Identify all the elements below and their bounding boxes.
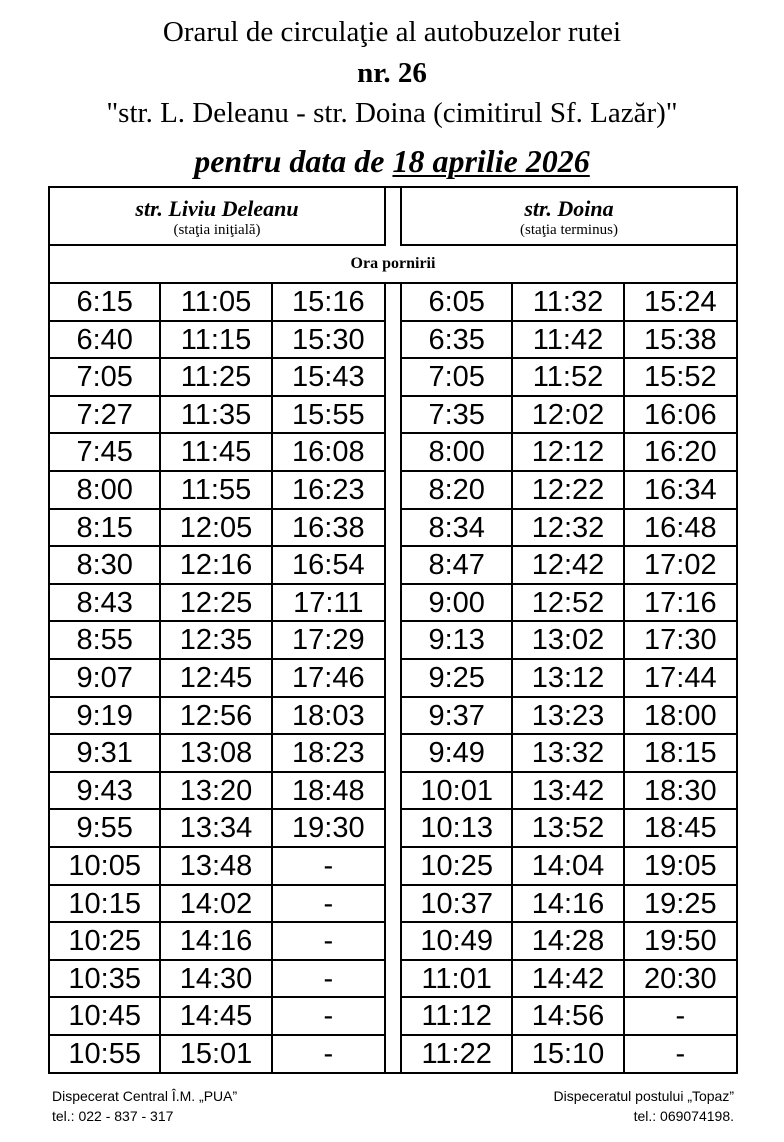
right-departure-time: 9:00 [402,585,513,621]
left-departure-row [50,810,384,848]
left-departure-time: 14:30 [161,961,272,997]
right-departure-row [402,284,736,322]
left-departure-time: 11:45 [161,434,272,470]
left-departure-time: 12:16 [161,547,272,583]
left-departure-time: 12:05 [161,510,272,546]
left-departure-time: 9:19 [50,698,161,734]
right-departure-time: 18:15 [644,737,717,770]
right-departure-time: 12:32 [513,510,624,546]
left-departure-row [50,886,384,924]
left-departures-grid [50,284,384,1073]
left-departure-row [50,961,384,999]
left-departure-time: 14:16 [161,923,272,959]
right-departure-time: 12:12 [513,434,624,470]
right-departure-row [402,923,736,961]
right-departure-time: 14:04 [513,848,624,884]
right-departure-row [402,359,736,397]
left-departure-row [50,284,384,322]
right-departure-time: 17:30 [644,624,717,657]
departure-time-label: Ora pornirii [50,246,736,284]
right-departure-time: 7:05 [402,359,513,395]
right-departure-row [402,961,736,999]
left-departure-time: 8:55 [50,622,161,658]
left-departure-time: 9:31 [50,735,161,771]
right-departure-time: 18:30 [644,774,717,807]
right-departure-time: 11:12 [402,998,513,1034]
left-departure-time: 14:45 [161,998,272,1034]
right-departure-row [402,810,736,848]
left-departure-time: 15:55 [292,398,365,431]
right-departure-time: 12:42 [513,547,624,583]
left-departure-row [50,585,384,623]
right-departure-time: 12:52 [513,585,624,621]
left-departure-time: 17:46 [292,661,365,694]
right-departure-time: - [675,1000,686,1033]
column-gap [384,188,402,1072]
left-departure-row [50,660,384,698]
right-departure-row [402,585,736,623]
left-departure-row [50,510,384,548]
left-departure-time: 6:40 [50,322,161,358]
schedule-title: Orarul de circulaţie al autobuzelor rutei [162,16,622,48]
left-departure-row [50,397,384,435]
right-departure-time: 11:22 [402,1036,513,1074]
right-departure-time: 8:20 [402,472,513,508]
right-departure-time: 13:32 [513,735,624,771]
left-departure-time: - [323,1000,334,1033]
right-station-title: str. Doina [524,196,614,221]
left-departure-time: 13:20 [161,773,272,809]
left-departure-time: 17:29 [292,624,365,657]
right-departure-row [402,322,736,360]
right-departure-time: 11:32 [513,284,624,320]
right-departure-row [402,735,736,773]
left-departure-time: 11:55 [161,472,272,508]
right-departure-time: 12:22 [513,472,624,508]
right-departure-time: 13:12 [513,660,624,696]
right-departure-time: 15:24 [644,286,717,318]
left-departure-time: 12:56 [161,698,272,734]
left-departure-row [50,622,384,660]
schedule-date-line [0,140,784,182]
right-departure-time: 9:25 [402,660,513,696]
left-departure-time: 15:43 [292,361,365,394]
left-departure-time: 13:34 [161,810,272,846]
left-departure-time: 10:15 [50,886,161,922]
right-departure-time: 18:45 [644,812,717,845]
right-departures-grid [402,284,736,1073]
left-station-subtitle: (staţia iniţială) [173,222,261,238]
right-departure-row [402,622,736,660]
footer-left-dispatcher: Dispecerat Central Î.M. „PUA” [52,1088,238,1104]
left-departure-time: 8:00 [50,472,161,508]
right-departure-time: 7:35 [402,397,513,433]
left-departure-row [50,434,384,472]
left-departure-row [50,998,384,1036]
left-departure-time: 19:30 [292,812,365,845]
left-departure-time: 15:30 [292,323,365,356]
right-departure-row [402,510,736,548]
right-departure-time: 10:37 [402,886,513,922]
left-departure-row [50,923,384,961]
left-departure-time: 11:05 [161,284,272,320]
footer-right-dispatcher: Dispeceratul postului „Topaz” [553,1088,734,1104]
left-departure-time: - [323,849,334,882]
right-departure-time: 17:16 [644,586,717,619]
right-departure-time: 14:42 [513,961,624,997]
left-departure-time: 15:16 [292,286,365,318]
left-departure-time: 16:38 [292,511,365,544]
left-departure-time: 16:54 [292,549,365,582]
right-departure-row [402,998,736,1036]
left-departure-time: 9:55 [50,810,161,846]
left-station-title: str. Liviu Deleanu [135,196,299,221]
left-departure-time: 18:48 [292,774,365,807]
left-departure-time: 15:01 [161,1036,272,1074]
left-departure-time: 12:45 [161,660,272,696]
right-departure-time: 19:25 [644,887,717,920]
left-departure-time: - [323,1037,334,1070]
right-departure-time: 10:25 [402,848,513,884]
right-departure-row [402,547,736,585]
left-departure-time: 14:02 [161,886,272,922]
right-departure-time: 16:06 [644,398,717,431]
right-column-header [402,188,736,246]
date-prefix: pentru data de [194,143,385,179]
right-departure-time: 17:44 [644,661,717,694]
left-departure-row [50,359,384,397]
right-departure-time: 11:52 [513,359,624,395]
left-departure-time: 9:43 [50,773,161,809]
right-departure-time: 13:52 [513,810,624,846]
left-departure-time: 11:15 [161,322,272,358]
left-departure-row [50,472,384,510]
left-departure-time: 10:35 [50,961,161,997]
right-departure-row [402,773,736,811]
timetable [48,186,738,1074]
right-departure-row [402,472,736,510]
left-departure-row [50,698,384,736]
left-departure-time: 13:08 [161,735,272,771]
left-departure-time: 13:48 [161,848,272,884]
left-departure-row [50,773,384,811]
right-departure-time: 13:23 [513,698,624,734]
right-departure-time: 13:42 [513,773,624,809]
left-departure-time: 7:27 [50,397,161,433]
left-departure-time: 8:15 [50,510,161,546]
right-departure-time: 11:42 [513,322,624,358]
left-departure-row [50,547,384,585]
left-departure-time: 8:43 [50,585,161,621]
left-departure-row [50,322,384,360]
left-departure-time: 11:35 [161,397,272,433]
right-departure-time: 19:50 [644,925,717,958]
right-departure-row [402,397,736,435]
left-departure-time: 16:08 [292,436,365,469]
left-departure-time: 8:30 [50,547,161,583]
left-departure-time: 11:25 [161,359,272,395]
right-departure-time: 6:05 [402,284,513,320]
right-departure-time: 16:48 [644,511,717,544]
left-departure-time: 12:25 [161,585,272,621]
right-departure-time: 13:02 [513,622,624,658]
route-number: nr. 26 [357,57,427,89]
footer-right-phone: tel.: 069074198. [633,1108,734,1124]
left-departure-time: 18:03 [292,699,365,732]
footer-left [52,1086,237,1126]
left-departure-time: - [323,925,334,958]
left-departure-time: 9:07 [50,660,161,696]
right-departure-time: 9:49 [402,735,513,771]
right-departure-time: 18:00 [644,699,717,732]
left-column-header [50,188,384,246]
left-departure-time: 10:05 [50,848,161,884]
route-name: "str. L. Deleanu - str. Doina (cimitirul Sf. Lazăr)" [106,97,678,129]
left-departure-time: 16:23 [292,473,365,506]
footer-right [553,1086,734,1126]
right-departure-time: - [675,1037,686,1070]
right-departure-row [402,698,736,736]
right-departure-time: 8:00 [402,434,513,470]
right-departure-time: 16:20 [644,436,717,469]
left-departure-time: 18:23 [292,737,365,770]
right-departure-time: 15:10 [513,1036,624,1074]
left-departure-row [50,735,384,773]
left-departure-time: 6:15 [50,284,161,320]
footer-left-phone: tel.: 022 - 837 - 317 [52,1108,174,1124]
left-departure-time: 10:45 [50,998,161,1034]
right-departure-time: 15:38 [644,323,717,356]
right-departure-time: 8:34 [402,510,513,546]
right-departure-time: 9:37 [402,698,513,734]
right-departure-time: 10:13 [402,810,513,846]
right-departure-time: 20:30 [644,962,717,995]
right-departure-row [402,434,736,472]
right-departure-time: 15:52 [644,361,717,394]
left-departure-time: 7:45 [50,434,161,470]
right-departure-time: 10:49 [402,923,513,959]
right-departure-time: 16:34 [644,473,717,506]
right-station-subtitle: (staţia terminus) [520,222,618,238]
right-departure-time: 10:01 [402,773,513,809]
right-departure-time: 19:05 [644,849,717,882]
right-departure-time: 14:28 [513,923,624,959]
left-departure-time: 10:55 [50,1036,161,1074]
right-departure-row [402,886,736,924]
right-departure-time: 12:02 [513,397,624,433]
right-departure-time: 11:01 [402,961,513,997]
left-departure-time: 7:05 [50,359,161,395]
left-departure-row [50,1036,384,1074]
left-departure-time: - [323,887,334,920]
right-departure-time: 8:47 [402,547,513,583]
left-departure-row [50,848,384,886]
right-departure-time: 9:13 [402,622,513,658]
left-departure-time: 12:35 [161,622,272,658]
right-departure-row [402,660,736,698]
right-departure-row [402,1036,736,1074]
right-departure-time: 14:16 [513,886,624,922]
left-departure-time: 10:25 [50,923,161,959]
right-departure-time: 6:35 [402,322,513,358]
left-departure-time: - [323,962,334,995]
schedule-date: 18 aprilie 2026 [392,143,590,179]
right-departure-row [402,848,736,886]
left-departure-time: 17:11 [293,586,364,619]
right-departure-time: 14:56 [513,998,624,1034]
right-departure-time: 17:02 [644,549,717,582]
